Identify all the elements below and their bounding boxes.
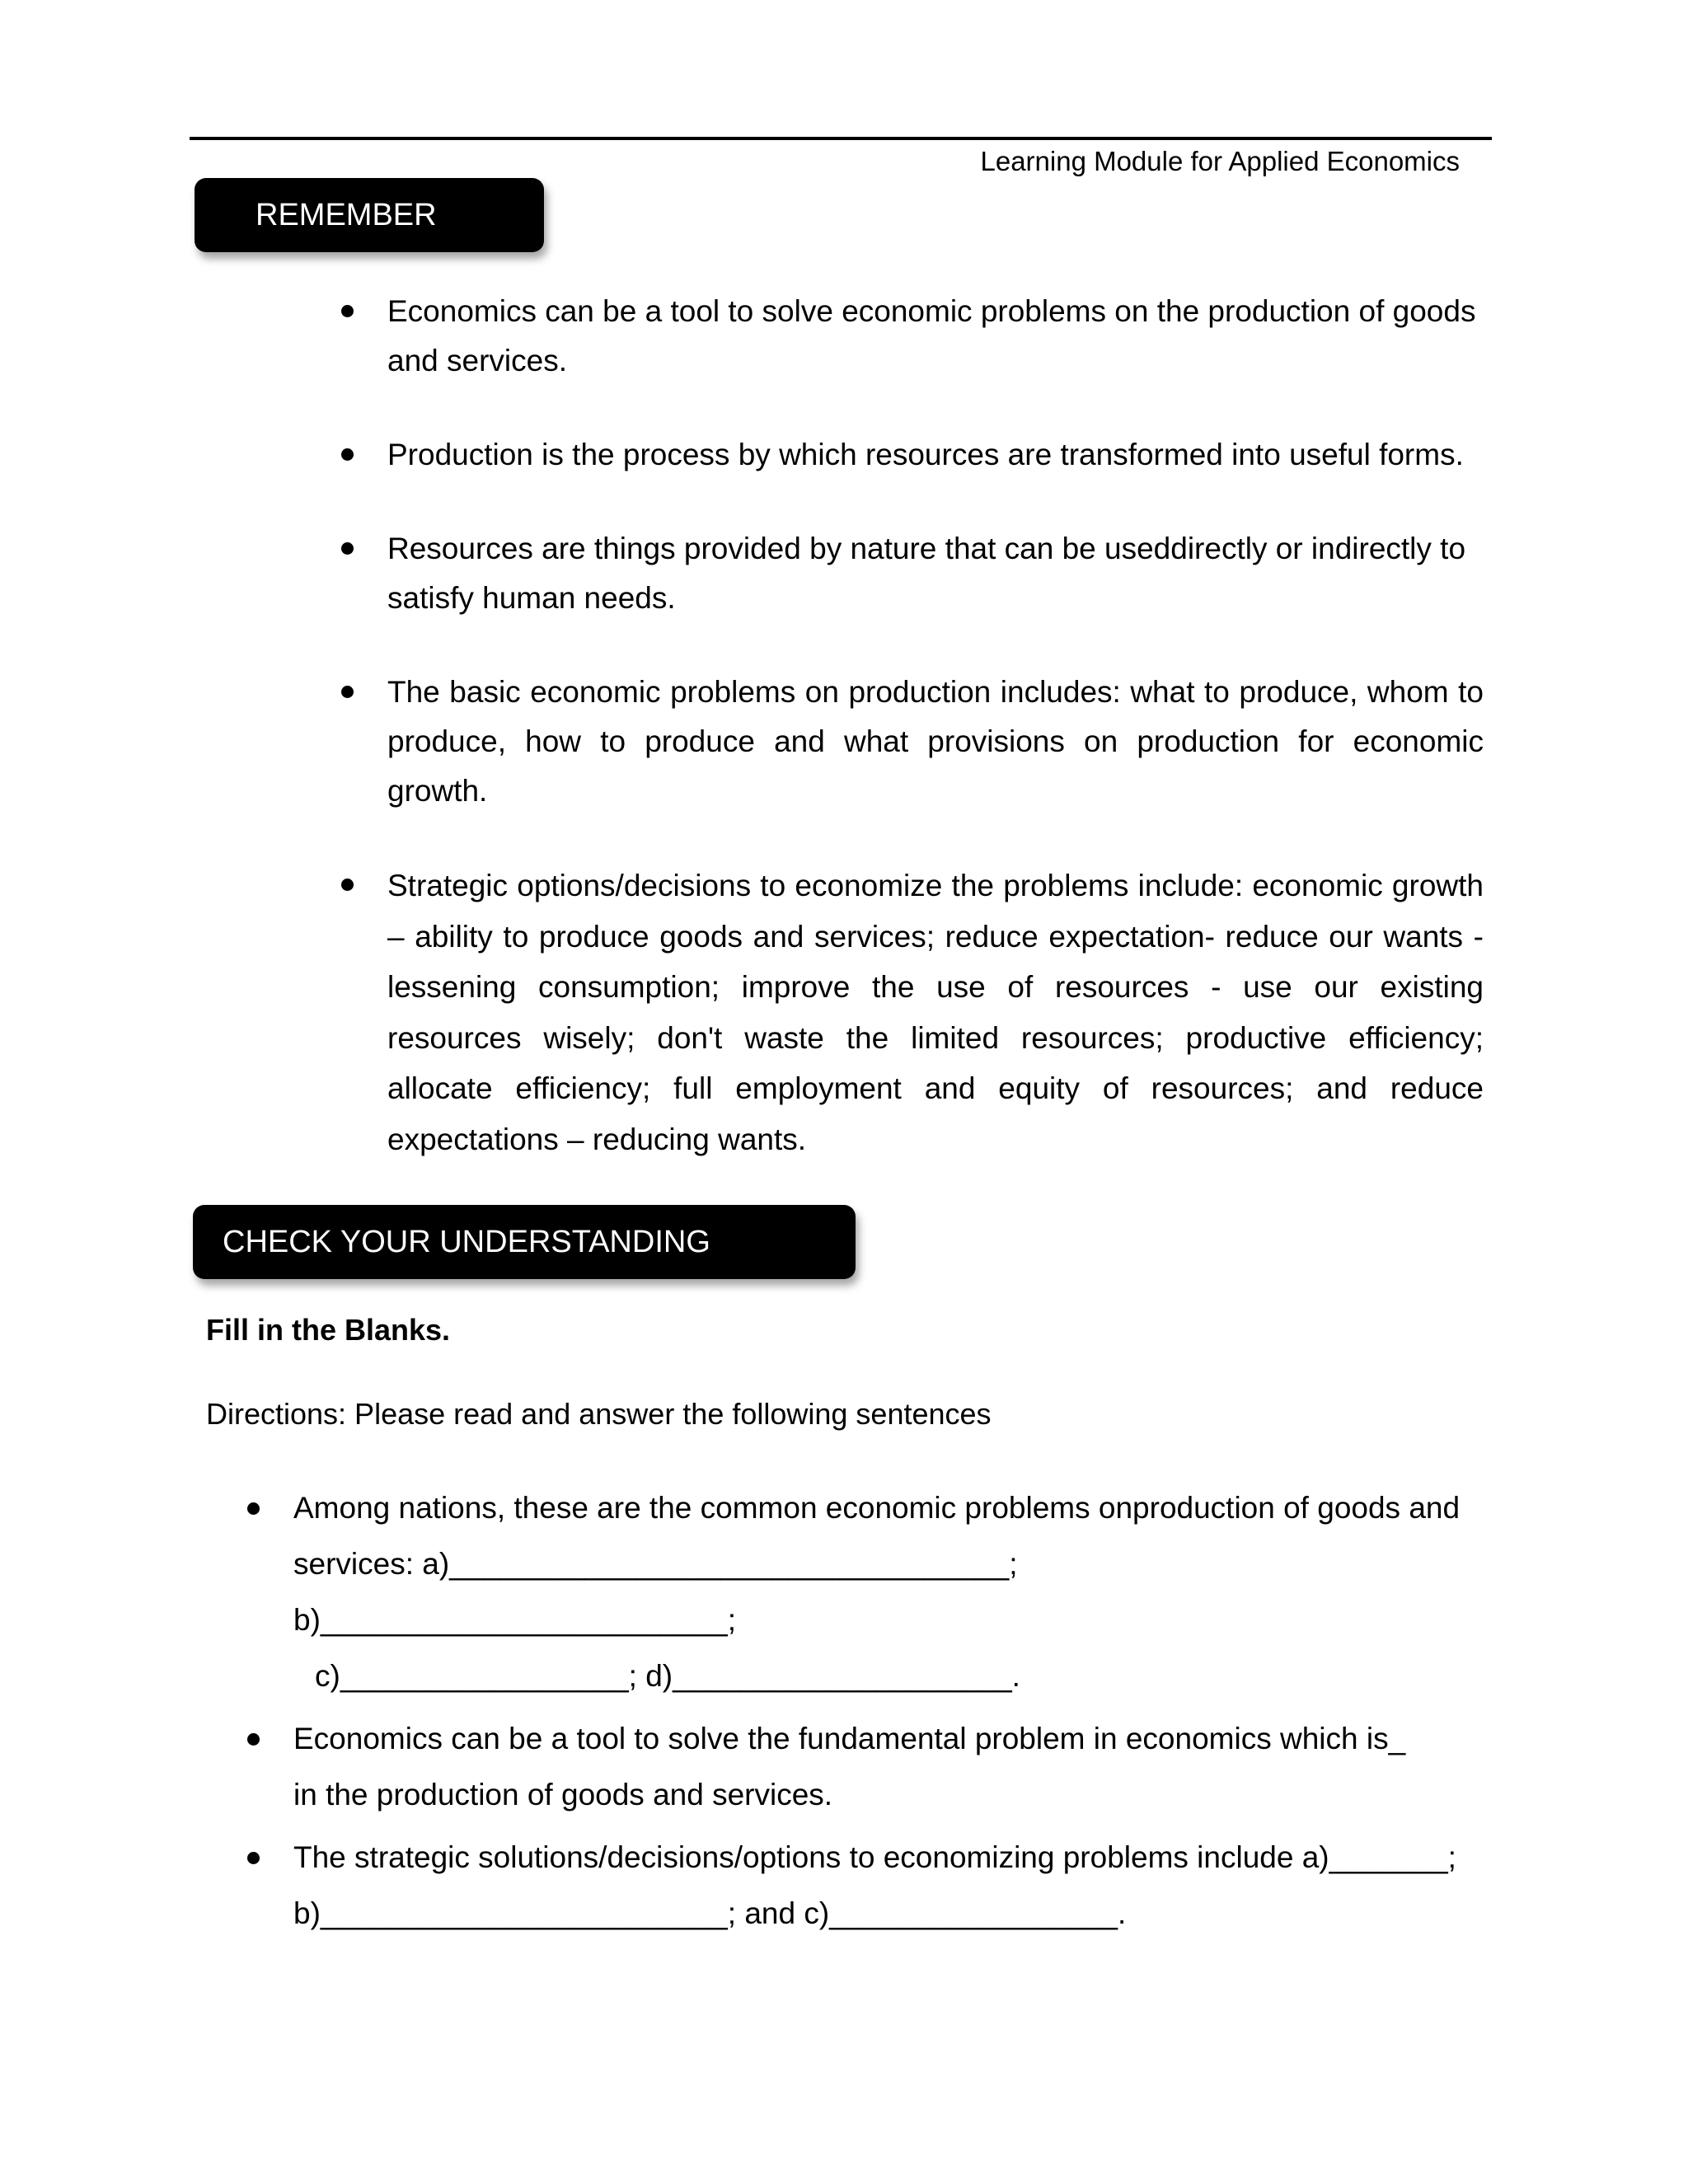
- list-item: [293, 1830, 1464, 1942]
- list-item: [293, 1480, 1464, 1704]
- check-understanding-label: CHECK YOUR UNDERSTANDING: [223, 1225, 710, 1259]
- section-subheading: Fill in the Blanks.: [206, 1313, 451, 1347]
- list-item: The basic economic problems on production includes: what to produce, whom to produce, how to produce and what provisions on production for economic growth.: [387, 668, 1484, 816]
- remember-banner: [195, 178, 544, 252]
- item-line: services: a)_________________________________; b)________________________;: [293, 1547, 1018, 1637]
- item-line: Economics can be a tool to solve the fundamental problem in economics which is_: [293, 1722, 1406, 1755]
- list-item: Resources are things provided by nature that can be useddirectly or indirectly to satisfy human needs.: [387, 524, 1484, 623]
- remember-label: REMEMBER: [256, 198, 437, 232]
- list-item: Production is the process by which resources are transformed into useful forms.: [387, 430, 1484, 480]
- item-line: The strategic solutions/decisions/options to economizing problems include a)_______;: [293, 1840, 1456, 1874]
- module-title: Learning Module for Applied Economics: [980, 146, 1460, 176]
- item-line: b)________________________; and c)_________________.: [293, 1896, 1127, 1930]
- directions-text: Directions: Please read and answer the following sentences: [206, 1397, 992, 1431]
- list-item: Economics can be a tool to solve economic problems on the production of goods and services.: [387, 287, 1484, 386]
- check-understanding-banner: [193, 1205, 856, 1279]
- item-line: Among nations, these are the common economic problems onproduction of goods and: [293, 1491, 1461, 1525]
- fill-in-list: [293, 1480, 1464, 1948]
- item-line: c)_________________; d)____________________.: [315, 1659, 1020, 1693]
- remember-list: [387, 287, 1484, 1165]
- list-item: [293, 1711, 1464, 1823]
- header-rule: [190, 137, 1492, 140]
- list-item: Strategic options/decisions to economize the problems include: economic growth – ability to produce goods and services; reduce expectation- reduce our wants - lessening consumption; improve the use of resources - use our existing resources wisely; don't waste the limited resources; productive efficiency; allocate efficiency; full employment and equity of resources; and reduce expectations – reducing wants.: [387, 860, 1484, 1165]
- item-line: in the production of goods and services.: [293, 1778, 833, 1811]
